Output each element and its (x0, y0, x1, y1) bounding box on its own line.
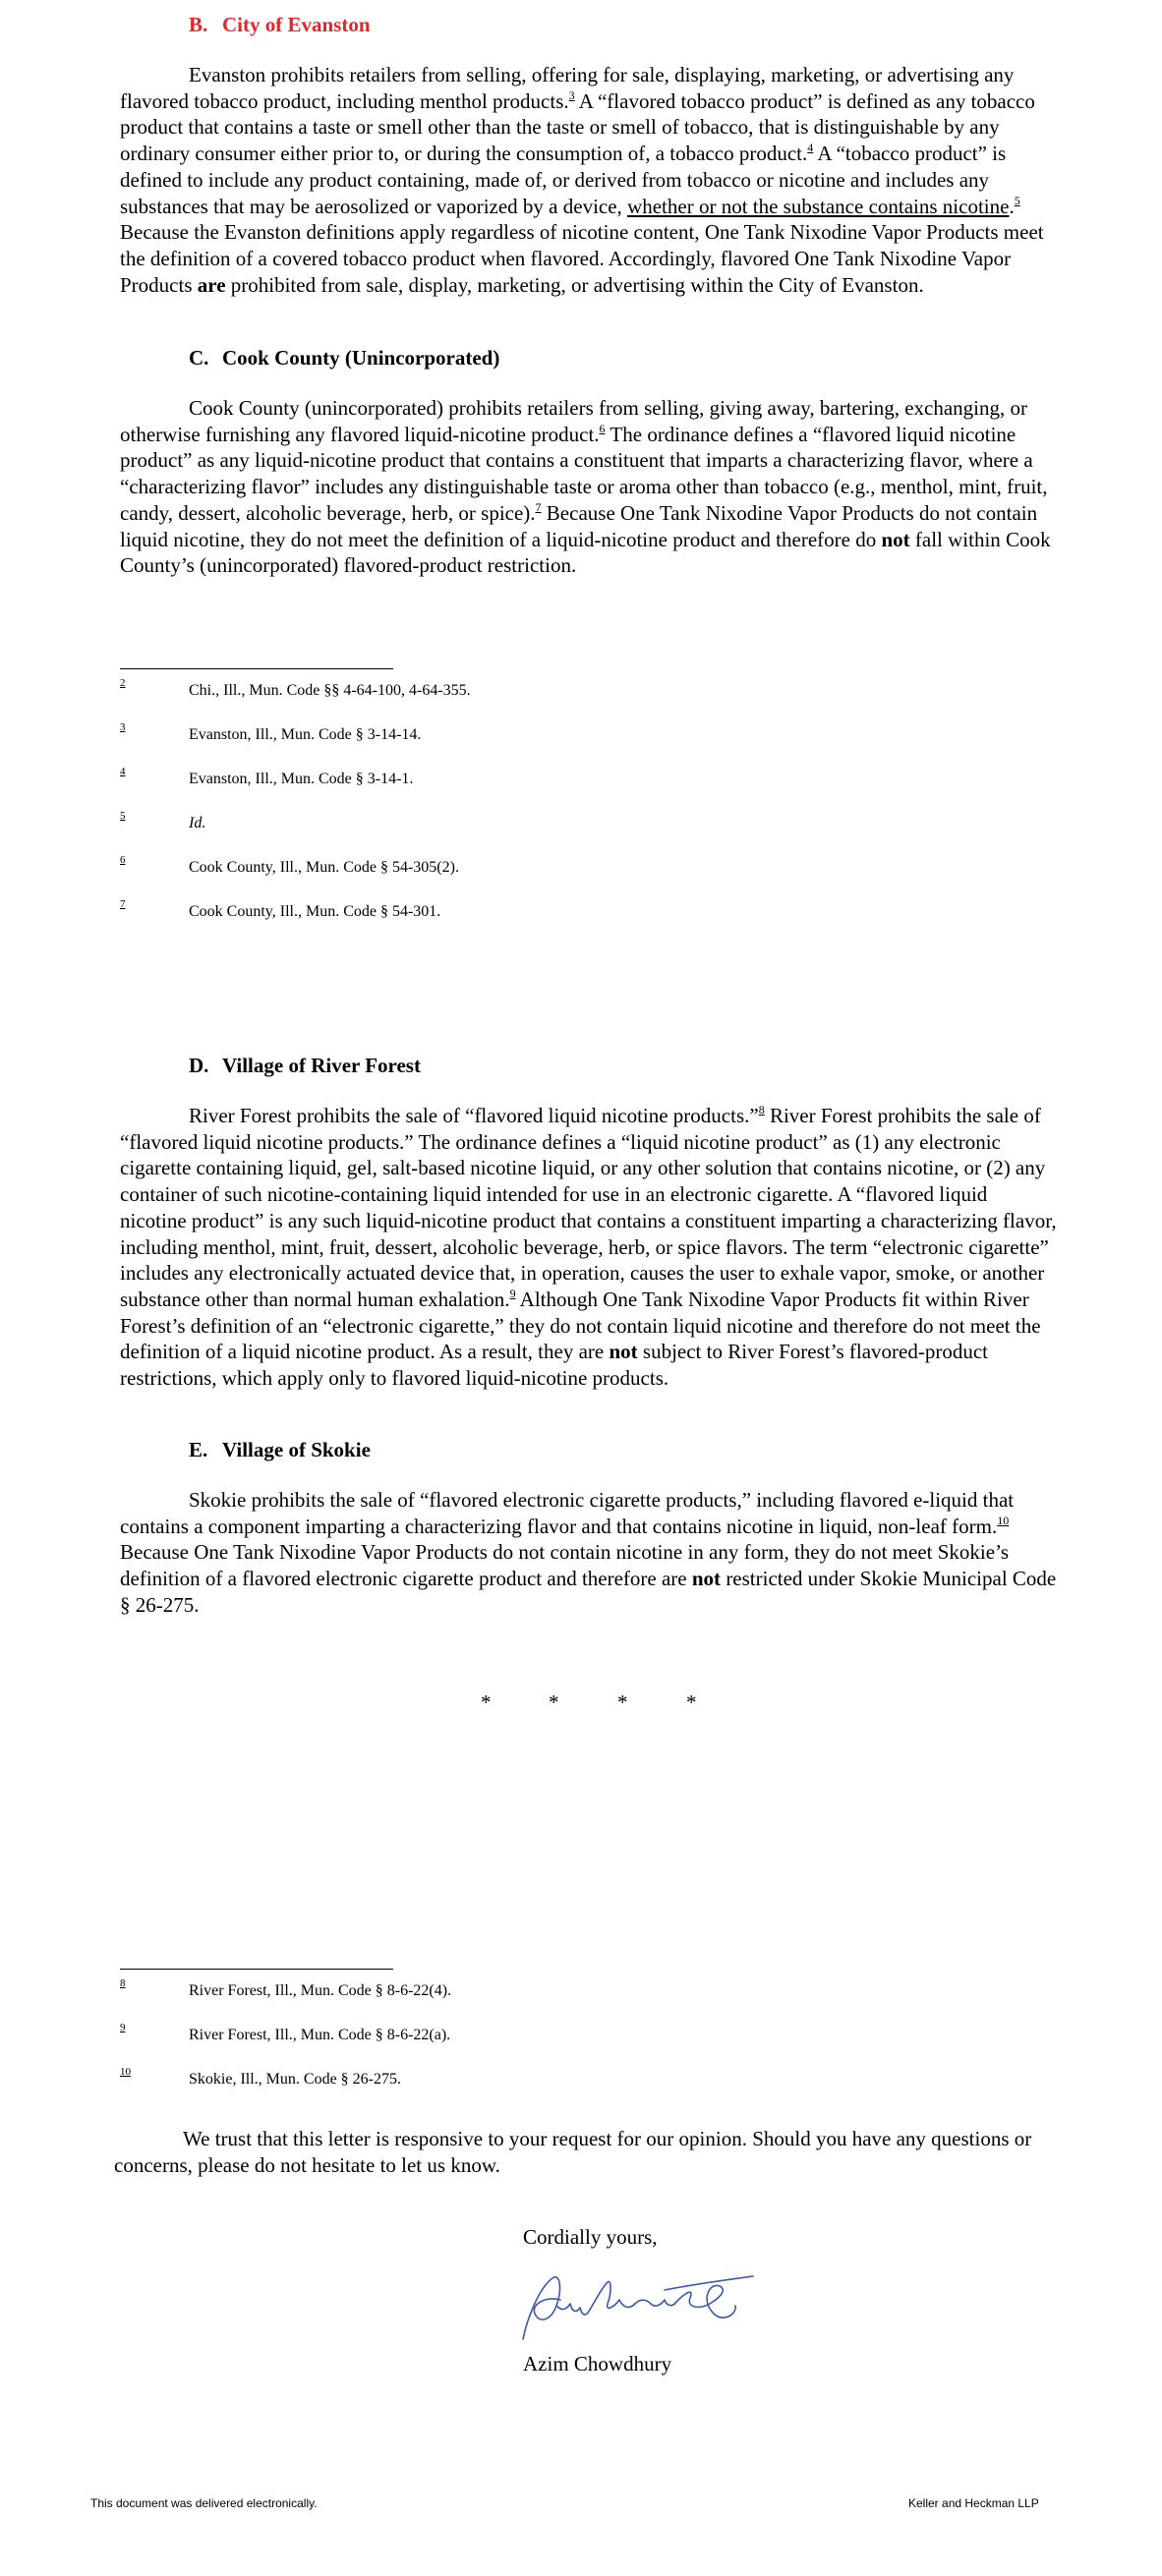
asterisk: * (481, 1690, 492, 1714)
footnote-ref-6[interactable]: 6 (599, 421, 606, 435)
footnote-separator (120, 1969, 393, 1970)
signature-stroke (665, 2276, 753, 2290)
document-page: B. City of Evanston Evanston prohibits retailers from selling, offering for sale, displaying, marketing, or advertising any flavored tobacco product, including menthol products.$^3$ A “flavored tobacco product” is defined as any tobacco product that contains a taste or smell other than the taste or smell of tobacco, that is distinguishable by any ordinary consumer either prior to, or during the consumption of, a tobacco product.$^4$ A “tobacco product” is defined to include any product containing, made of, or derived from tobacco or nicotine and includes any substances that may be aerosolized or vaporized by a device, whether or not the substance contains nicotine.$^5$ Because the Evanston definitions apply regardless of nicotine content, One Tank Nixodine Vapor Products meet the definition of a covered tobacco product when flavored. Accordingly, flavored One Tank Nixodine Vapor Products are prohibited from sale, display, marketing, or advertising within the City of Evanston. C. Cook County (Unincorporated) Cook County (unincorporated) prohibits retailers from selling, giving away, bartering, exchanging, or otherwise furnishing any flavored liquid-nicotine product.$^6$ The ordinance defines a “flavored liquid nicotine product” as any liquid-nicotine product that contains a constituent that imparts a characterizing flavor, where a “characterizing flavor” includes any distinguishable taste or aroma other than tobacco (e.g., menthol, mint, fruit, candy, dessert, alcoholic beverage, herb, or spice).$^7$ Because One Tank Nixodine Vapor Products do not contain liquid nicotine, they do not meet the definition of a liquid-nicotine product and therefore do not fall within Cook County’s (unincorporated) flavored-product restriction. 2 Chi., Ill., Mun. Code §§ 4-64-100, 4-64-355. 3 Evanston, Ill., Mun. Code § 3-14-14. 4 Evanston, Ill., Mun. Code § 3-14-1. 5 Id. 6 Cook County, Ill., Mun. Code § 54-305(2). 7 Cook County, Ill., Mun. Code § 54-301. D. Village of River Forest River Forest prohibits the sale of “flavored liquid nicotine products.”$^8$ River Forest prohibits the sale of “flavored liquid nicotine products.” The ordinance defines a “liquid nicotine product” as (1) any electronic cigarette containing liquid, gel, salt-based nicotine liquid, or any other solution that contains nicotine, or (2) any container of such nicotine-containing liquid intended for use in an electronic cigarette. A “flavored liquid nicotine product” is any such liquid-nicotine product that contains a constituent imparting a characterizing flavor, including menthol, mint, fruit, dessert, alcoholic beverage, herb, or spice flavors. The term “electronic cigarette” includes any electronically actuated device that, in operation, causes the user to exhale vapor, smoke, or another substance other than normal human exhalation.$^9$ Although One Tank Nixodine Vapor Products fit within River Forest’s definition of an “electronic cigarette,” they do not contain liquid nicotine and therefore do not meet the definition of a liquid nicotine product. As a result, they are not subject to River Forest’s flavored-product restrictions, which apply only to flavored liquid-nicotine products. E. Village of Skokie Skokie prohibits the sale of “flavored electronic cigarette products,” including flavored e-liquid that contains a component imparting a characterizing flavor and that contains nicotine in liquid, non-leaf form.$^{10}$ Because One Tank Nixodine Vapor Products do not contain nicotine in any form, they do not meet Skokie’s definition of a flavored electronic cigarette product and therefore are not restricted under Skokie Municipal Code § 26-275. * * * * 8 River Forest, Ill., Mun. Code § 8-6-22(4). 9 River Forest, Ill., Mun. Code § 8-6-22(a). 10 Skokie, Ill., Mun. Code § 26-275. We trust that this letter is responsive to your request for our opinion. Should you have any questions or concerns, please do not hesitate to let us know. Cordially yours, Azim Chowdhury This document was delivered electronically. Keller and Heckman LLP (0, 0, 1162, 2576)
footnote-ref-5[interactable]: 5 (1014, 193, 1020, 207)
section-b-title: City of Evanston (222, 13, 371, 36)
footnote-ref-3[interactable]: 3 (568, 87, 575, 102)
signer-name: Azim Chowdhury (523, 2352, 672, 2376)
signature-stroke (523, 2277, 560, 2339)
section-c-title: Cook County (Unincorporated) (222, 346, 500, 370)
section-e-letter: E. (189, 1438, 208, 1461)
asterisk: * (617, 1690, 628, 1714)
section-c-letter: C. (189, 346, 209, 370)
section-b-paragraph: Evanston prohibits retailers from selling, offering for sale, displaying, marketing, or advertising any flavored tobacco product, including menthol products.$^3$ A “flavored tobacco product” is defined as any tobacco product that contains a taste or smell other than the taste or smell of tobacco, that is distinguishable by any ordinary consumer either prior to, or during the consumption of, a tobacco product.$^4$ A “tobacco product” is defined to include any product containing, made of, or derived from tobacco or nicotine and includes any substances that may be aerosolized or vaporized by a device, whether or not the substance contains nicotine.$^5$ Because the Evanston definitions apply regardless of nicotine content, One Tank Nixodine Vapor Products meet the definition of a covered tobacco product when flavored. Accordingly, flavored One Tank Nixodine Vapor Products are prohibited from sale, display, marketing, or advertising within the City of Evanston. (120, 63, 1044, 297)
footer-left: This document was delivered electronically. (90, 2496, 318, 2510)
section-d-paragraph: River Forest prohibits the sale of “flavored liquid nicotine products.”$^8$ River Forest prohibits the sale of “flavored liquid nicotine products.” The ordinance defines a “liquid nicotine product” as (1) any electronic cigarette containing liquid, gel, salt-based nicotine liquid, or any other solution that contains nicotine, or (2) any container of such nicotine-containing liquid intended for use in an electronic cigarette. A “flavored liquid nicotine product” is any such liquid-nicotine product that contains a constituent imparting a characterizing flavor, including menthol, mint, fruit, dessert, alcoholic beverage, herb, or spice flavors. The term “electronic cigarette” includes any electronically actuated device that, in operation, causes the user to exhale vapor, smoke, or another substance other than normal human exhalation.$^9$ Although One Tank Nixodine Vapor Products fit within River Forest’s definition of an “electronic cigarette,” they do not contain liquid nicotine and therefore do not meet the definition of a liquid nicotine product. As a result, they are not subject to River Forest’s flavored-product restrictions, which apply only to flavored liquid-nicotine products. (120, 1103, 1057, 1391)
signature-stroke (556, 2304, 590, 2315)
signature-stroke (590, 2281, 635, 2310)
salutation: Cordially yours, (523, 2225, 658, 2249)
asterisk: * (549, 1690, 559, 1714)
section-d-heading (189, 1054, 421, 1078)
footnote-ref-9[interactable]: 9 (509, 1286, 516, 1300)
closing-paragraph: We trust that this letter is responsive to your request for our opinion. Should you have any questions or concerns, please do not hesitate to let us know. (114, 2127, 1032, 2177)
footnote-ref-10[interactable]: 10 (997, 1513, 1010, 1527)
footnote-ref-7[interactable]: 7 (535, 499, 542, 514)
section-e-title: Village of Skokie (222, 1438, 371, 1461)
signature-stroke (635, 2300, 676, 2306)
footnote-separator (120, 668, 393, 669)
footer-right: Keller and Heckman LLP (908, 2496, 1039, 2510)
footnote-ref-8[interactable]: 8 (758, 1103, 765, 1116)
underlined-phrase: whether or not the substance contains nicotine (627, 194, 1010, 218)
section-e-heading (189, 1438, 371, 1462)
signature-image (517, 2261, 763, 2349)
section-d-letter: D. (189, 1054, 209, 1077)
footnote-ref-4[interactable]: 4 (807, 141, 814, 155)
section-d-title: Village of River Forest (222, 1054, 421, 1077)
section-e-paragraph: Skokie prohibits the sale of “flavored electronic cigarette products,” including flavored e-liquid that contains a component imparting a characterizing flavor and that contains nicotine in liquid, non-leaf form.$^{10}$ Because One Tank Nixodine Vapor Products do not contain nicotine in any form, they do not meet Skokie’s definition of a flavored electronic cigarette product and therefore are not restricted under Skokie Municipal Code § 26-275. (120, 1488, 1057, 1617)
section-c-paragraph: Cook County (unincorporated) prohibits retailers from selling, giving away, bartering, exchanging, or otherwise furnishing any flavored liquid-nicotine product.$^6$ The ordinance defines a “flavored liquid nicotine product” as any liquid-nicotine product that contains a constituent that imparts a characterizing flavor, where a “characterizing flavor” includes any distinguishable taste or aroma other than tobacco (e.g., menthol, mint, fruit, candy, dessert, alcoholic beverage, herb, or spice).$^7$ Because One Tank Nixodine Vapor Products do not contain liquid nicotine, they do not meet the definition of a liquid-nicotine product and therefore do not fall within Cook County’s (unincorporated) flavored-product restriction. (120, 396, 1051, 578)
section-b-letter: B. (189, 13, 208, 36)
signature-stroke (676, 2285, 735, 2318)
section-b-heading (189, 13, 371, 37)
section-c-heading (189, 346, 499, 371)
asterisk: * (686, 1690, 697, 1714)
